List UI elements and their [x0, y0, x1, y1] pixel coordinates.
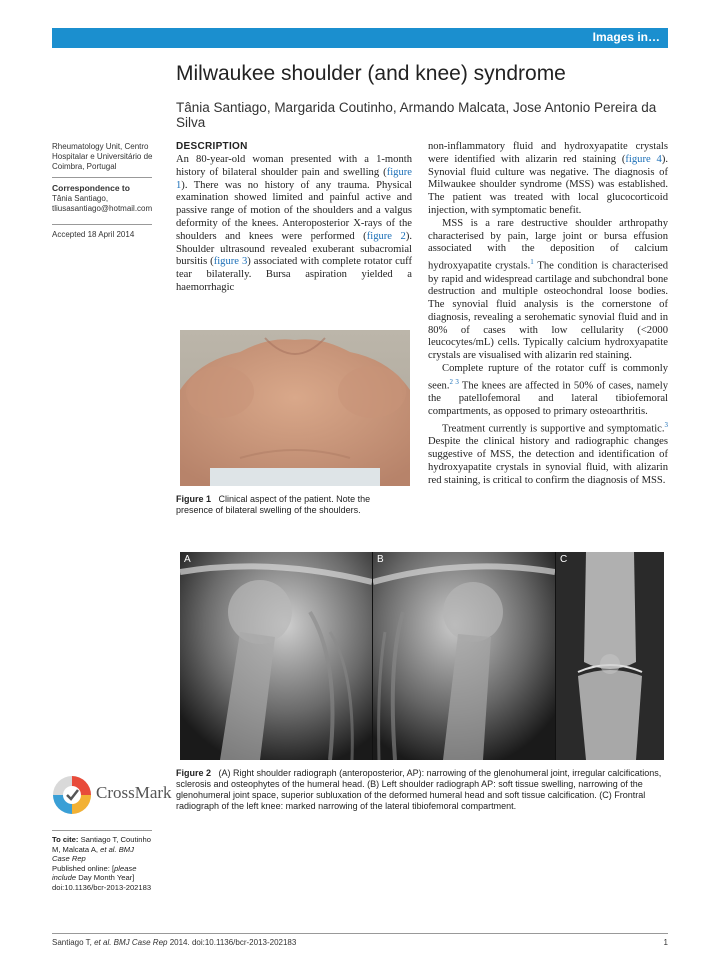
cite-authors: Santiago T, Coutinho M, Malcata A, — [52, 835, 151, 854]
correspondence-email[interactable]: tliusasantiago@hotmail.com — [52, 204, 153, 213]
figure1-caption-text: Clinical aspect of the patient. Note the presence of bilateral swelling of the shoulders. — [176, 494, 371, 515]
page-footer — [52, 933, 668, 947]
figure-link[interactable]: figure 4 — [625, 153, 662, 165]
patient-photo-illustration — [180, 330, 410, 486]
paragraph: Complete rupture of the rotator cuff is commonly seen.$^{2 3}$ The knees are affected in 50% of cases, namely the patellofemoral and lateral tibiofemoral compartments, as opposed to primary osteoarthritis. — [428, 363, 669, 417]
sidebar-correspondence — [52, 183, 162, 214]
figure2-caption — [176, 768, 666, 812]
reference-superscript[interactable]: 1 — [530, 258, 534, 267]
figure-link[interactable]: figure 1 — [176, 166, 412, 191]
cite-placeholder: please include — [52, 863, 137, 883]
cite-date: Day Month Year] — [76, 873, 135, 883]
panel-label: C — [560, 554, 568, 565]
body-left-column — [176, 154, 412, 295]
paragraph: MSS is a rare destructive shoulder arthropathy characterised by pain, large joint or bursa effusion associated with the deposition of calcium hydroxyapatite crystals.$^1$ The condition is characterised by rapid and widespread cartilage and subchondral bone destruction and multiple osteochondral loose bodies. The synovial fluid analysis is the cornerstone of diagnosis, revealing a serohematic synovial fluid and in 80% of cases with low cellularity (<2000 leucocytes/mL) cells. Typically calcium hydroxyapatite crystals are visualised with alizarin red staining. — [428, 217, 668, 362]
figure1-label: Figure 1 — [176, 494, 212, 504]
cite-published: Published online: [ — [52, 863, 115, 873]
sidebar-affiliation: Rheumatology Unit, Centro Hospitalar e Universitário de Coimbra, Portugal — [52, 142, 153, 171]
figure2-radiographs — [180, 552, 664, 760]
cite-doi[interactable]: doi:10.1136/bcr-2013-202183 — [52, 882, 152, 892]
footer-authors: Santiago T, — [52, 938, 95, 947]
article-title: Milwaukee shoulder (and knee) syndrome — [176, 62, 566, 85]
article-authors: Tânia Santiago, Margarida Coutinho, Armando Malcata, Jose Antonio Pereira da Silva — [176, 100, 657, 130]
paragraph: An 80-year-old woman presented with a 1-month history of bilateral shoulder pain and swelling (figure 1). There was no history of any trauma. Physical examination showed limited and painful active and passive range of motion of the shoulders and a valgus deformity of the knees. Anteroposterior X-rays of the shoulders and knees were performed (figure 2). Shoulder ultrasound revealed exuberant subacromial bursitis (figure 3) associated with complete rotator cuff tear bilaterally. Bursa aspiration yielded a haemorrhagic — [176, 154, 412, 293]
radiograph-panel-a — [180, 552, 372, 760]
figure1-caption — [176, 494, 406, 516]
sidebar-divider — [52, 224, 152, 225]
footer-doi: 2014. doi:10.1136/bcr-2013-202183 — [167, 938, 297, 947]
figure-link[interactable]: figure 3 — [213, 256, 248, 268]
accepted-date: Accepted 18 April 2014 — [52, 230, 135, 239]
section-header-bar — [52, 28, 668, 48]
radiograph-panel-b — [373, 552, 555, 760]
sidebar-divider — [52, 177, 152, 178]
page-number: 1 — [663, 938, 668, 947]
figure-link[interactable]: figure 2 — [366, 230, 406, 242]
reference-superscript[interactable]: 2 3 — [449, 377, 459, 386]
paragraph: Treatment currently is supportive and symptomatic.$^3$ Despite the clinical history and radiographic changes suggestive of MSS, the detection and identification of hydroxyapatite crystals in synovial fluid, with alizarin red staining, is critical to confirm the diagnosis of MSS. — [428, 420, 668, 486]
figure2-label: Figure 2 — [176, 768, 212, 778]
figure1-patient-photo — [180, 330, 410, 486]
crossmark-label: CrossMark — [96, 783, 172, 802]
panel-label: B — [377, 554, 384, 565]
footer-journal: et al. BMJ Case Rep — [94, 938, 168, 947]
figure2-caption-text: (A) Right shoulder radiograph (anteroposterior, AP): narrowing of the glenohumeral joint, irregular calcifications, sclerosis and osteophytes of the humeral head. (B) Left shoulder radiograph AP: soft tissue swelling, narrowing of the glenohumeral joint space, superior subluxation of the deformed humeral head and soft tissue calcification. (C) Frontral radiograph of the left knee: marked narrowing of the lateral tibiofemoral compartment. — [176, 768, 662, 811]
cite-heading: To cite: — [52, 835, 79, 844]
correspondence-heading: Correspondence to — [52, 183, 130, 193]
crossmark-badge[interactable] — [52, 775, 172, 815]
section-heading: DESCRIPTION — [176, 141, 248, 152]
body-right-column — [428, 141, 668, 487]
citation-box — [52, 830, 152, 893]
cite-journal: et al. BMJ Case Rep — [52, 844, 134, 864]
correspondence-name: Tânia Santiago, — [52, 194, 109, 203]
panel-label: A — [184, 554, 191, 565]
radiograph-panel-c — [556, 552, 664, 760]
paragraph: non-inflammatory fluid and hydroxyapatite crystals were identified with alizarin red staining (figure 4). Synovial fluid culture was negative. The diagnosis of Milwaukee shoulder syndrome (MSS) was established. The patient was treated with local glucocorticoid injection, with symptomatic benefit. — [428, 141, 668, 216]
reference-superscript[interactable]: 3 — [664, 420, 668, 429]
section-label: Images in… — [592, 30, 660, 44]
crossmark-icon — [52, 775, 92, 815]
